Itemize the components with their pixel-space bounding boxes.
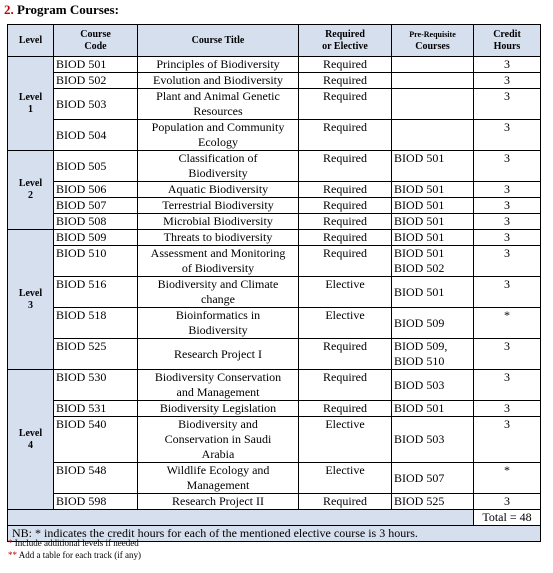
course-code: BIOD 510 xyxy=(54,246,138,277)
course-title: Research Project I xyxy=(138,339,299,370)
total-row xyxy=(8,510,541,526)
credit-hours: 3 xyxy=(474,339,541,370)
course-code: BIOD 502 xyxy=(54,73,138,89)
course-title: Population and Community Ecology xyxy=(138,120,299,151)
course-title: Terrestrial Biodiversity xyxy=(138,198,299,214)
required-or-elective: Required xyxy=(299,214,392,230)
section-heading xyxy=(4,2,119,18)
credit-hours: * xyxy=(474,463,541,494)
prerequisite-courses: BIOD 503 xyxy=(392,370,474,401)
prerequisite-courses: BIOD 501 xyxy=(392,277,474,308)
prerequisite-courses xyxy=(392,73,474,89)
required-or-elective: Required xyxy=(299,182,392,198)
course-title: Evolution and Biodiversity xyxy=(138,73,299,89)
total-credit-hours: Total = 48 xyxy=(474,510,541,526)
required-or-elective: Required xyxy=(299,73,392,89)
course-table-body xyxy=(8,57,541,510)
section-title: Program Courses: xyxy=(17,2,119,17)
required-or-elective: Required xyxy=(299,339,392,370)
course-code: BIOD 598 xyxy=(54,494,138,510)
required-or-elective: Required xyxy=(299,246,392,277)
level-cell: Level 4 xyxy=(8,370,54,510)
table-row xyxy=(8,401,541,417)
table-row xyxy=(8,246,541,277)
course-code: BIOD 530 xyxy=(54,370,138,401)
course-title: Biodiversity Conservation and Management xyxy=(138,370,299,401)
credit-hours: 3 xyxy=(474,73,541,89)
credit-hours: 3 xyxy=(474,370,541,401)
course-title: Microbial Biodiversity xyxy=(138,214,299,230)
prerequisite-courses xyxy=(392,57,474,73)
course-code: BIOD 516 xyxy=(54,277,138,308)
required-or-elective: Required xyxy=(299,151,392,182)
course-title: Research Project II xyxy=(138,494,299,510)
required-or-elective: Elective xyxy=(299,417,392,463)
program-courses-table xyxy=(7,24,541,542)
course-code: BIOD 507 xyxy=(54,198,138,214)
required-or-elective: Required xyxy=(299,370,392,401)
credit-hours: 3 xyxy=(474,198,541,214)
table-row xyxy=(8,182,541,198)
header-credit-hours: Credit Hours xyxy=(474,25,541,57)
credit-hours: 3 xyxy=(474,277,541,308)
prerequisite-courses: BIOD 503 xyxy=(392,417,474,463)
course-title: Biodiversity and Conservation in Saudi Arabia xyxy=(138,417,299,463)
course-title: Assessment and Monitoring of Biodiversity xyxy=(138,246,299,277)
prerequisite-courses: BIOD 501 xyxy=(392,214,474,230)
required-or-elective: Required xyxy=(299,120,392,151)
header-prerequisite: Pre-Requisite Courses xyxy=(392,25,474,57)
header-required-elective: Required or Elective xyxy=(299,25,392,57)
level-cell: Level 2 xyxy=(8,151,54,230)
credit-hours: 3 xyxy=(474,230,541,246)
table-row xyxy=(8,198,541,214)
table-row xyxy=(8,463,541,494)
credit-hours: 3 xyxy=(474,120,541,151)
table-row xyxy=(8,230,541,246)
required-or-elective: Elective xyxy=(299,308,392,339)
header-level: Level xyxy=(8,25,54,57)
table-row xyxy=(8,308,541,339)
level-cell: Level 3 xyxy=(8,230,54,370)
credit-hours: 3 xyxy=(474,494,541,510)
course-title: Biodiversity Legislation xyxy=(138,401,299,417)
course-title: Plant and Animal Genetic Resources xyxy=(138,89,299,120)
course-title: Wildlife Ecology and Management xyxy=(138,463,299,494)
table-row xyxy=(8,277,541,308)
course-code: BIOD 504 xyxy=(54,120,138,151)
table-row xyxy=(8,57,541,73)
required-or-elective: Required xyxy=(299,89,392,120)
footnotes xyxy=(8,537,141,561)
course-title: Aquatic Biodiversity xyxy=(138,182,299,198)
prerequisite-courses: BIOD 501 xyxy=(392,198,474,214)
table-row xyxy=(8,494,541,510)
course-code: BIOD 508 xyxy=(54,214,138,230)
course-code: BIOD 540 xyxy=(54,417,138,463)
credit-hours: 3 xyxy=(474,89,541,120)
credit-hours: * xyxy=(474,308,541,339)
course-code: BIOD 503 xyxy=(54,89,138,120)
credit-hours: 3 xyxy=(474,57,541,73)
course-title: Biodiversity and Climate change xyxy=(138,277,299,308)
course-code: BIOD 509 xyxy=(54,230,138,246)
credit-hours: 3 xyxy=(474,151,541,182)
nb-note: NB: * indicates the credit hours for each of the mentioned elective course is 3 hours. xyxy=(8,526,541,542)
course-code: BIOD 531 xyxy=(54,401,138,417)
header-course-code: Course Code xyxy=(54,25,138,57)
header-course-title: Course Title xyxy=(138,25,299,57)
table-row xyxy=(8,339,541,370)
table-row xyxy=(8,120,541,151)
prerequisite-courses xyxy=(392,120,474,151)
required-or-elective: Elective xyxy=(299,463,392,494)
prerequisite-courses: BIOD 525 xyxy=(392,494,474,510)
credit-hours: 3 xyxy=(474,182,541,198)
course-title: Principles of Biodiversity xyxy=(138,57,299,73)
table-row xyxy=(8,151,541,182)
required-or-elective: Required xyxy=(299,494,392,510)
table-row xyxy=(8,370,541,401)
prerequisite-courses: BIOD 501 xyxy=(392,151,474,182)
course-code: BIOD 518 xyxy=(54,308,138,339)
course-code: BIOD 525 xyxy=(54,339,138,370)
required-or-elective: Required xyxy=(299,57,392,73)
prerequisite-courses: BIOD 501 xyxy=(392,182,474,198)
prerequisite-courses xyxy=(392,89,474,120)
footnote-2: ** Add a table for each track (if any) xyxy=(8,550,141,560)
course-code: BIOD 505 xyxy=(54,151,138,182)
prerequisite-courses: BIOD 509 xyxy=(392,308,474,339)
prerequisite-courses: BIOD 509, BIOD 510 xyxy=(392,339,474,370)
section-number: 2. xyxy=(4,2,14,17)
credit-hours: 3 xyxy=(474,246,541,277)
table-row xyxy=(8,73,541,89)
course-title: Bioinformatics in Biodiversity xyxy=(138,308,299,339)
credit-hours: 3 xyxy=(474,417,541,463)
prerequisite-courses: BIOD 501 xyxy=(392,230,474,246)
course-code: BIOD 548 xyxy=(54,463,138,494)
course-code: BIOD 501 xyxy=(54,57,138,73)
credit-hours: 3 xyxy=(474,214,541,230)
required-or-elective: Required xyxy=(299,198,392,214)
course-code: BIOD 506 xyxy=(54,182,138,198)
credit-hours: 3 xyxy=(474,401,541,417)
prerequisite-courses: BIOD 501 xyxy=(392,401,474,417)
course-title: Threats to biodiversity xyxy=(138,230,299,246)
table-header-row xyxy=(8,25,541,57)
table-row xyxy=(8,89,541,120)
prerequisite-courses: BIOD 507 xyxy=(392,463,474,494)
table-row xyxy=(8,214,541,230)
prerequisite-courses: BIOD 501 BIOD 502 xyxy=(392,246,474,277)
level-cell: Level 1 xyxy=(8,57,54,151)
footnote-1: * Include additional levels if needed xyxy=(8,538,139,548)
required-or-elective: Required xyxy=(299,401,392,417)
course-title: Classification of Biodiversity xyxy=(138,151,299,182)
required-or-elective: Required xyxy=(299,230,392,246)
total-row-blank xyxy=(8,510,474,526)
required-or-elective: Elective xyxy=(299,277,392,308)
table-row xyxy=(8,417,541,463)
